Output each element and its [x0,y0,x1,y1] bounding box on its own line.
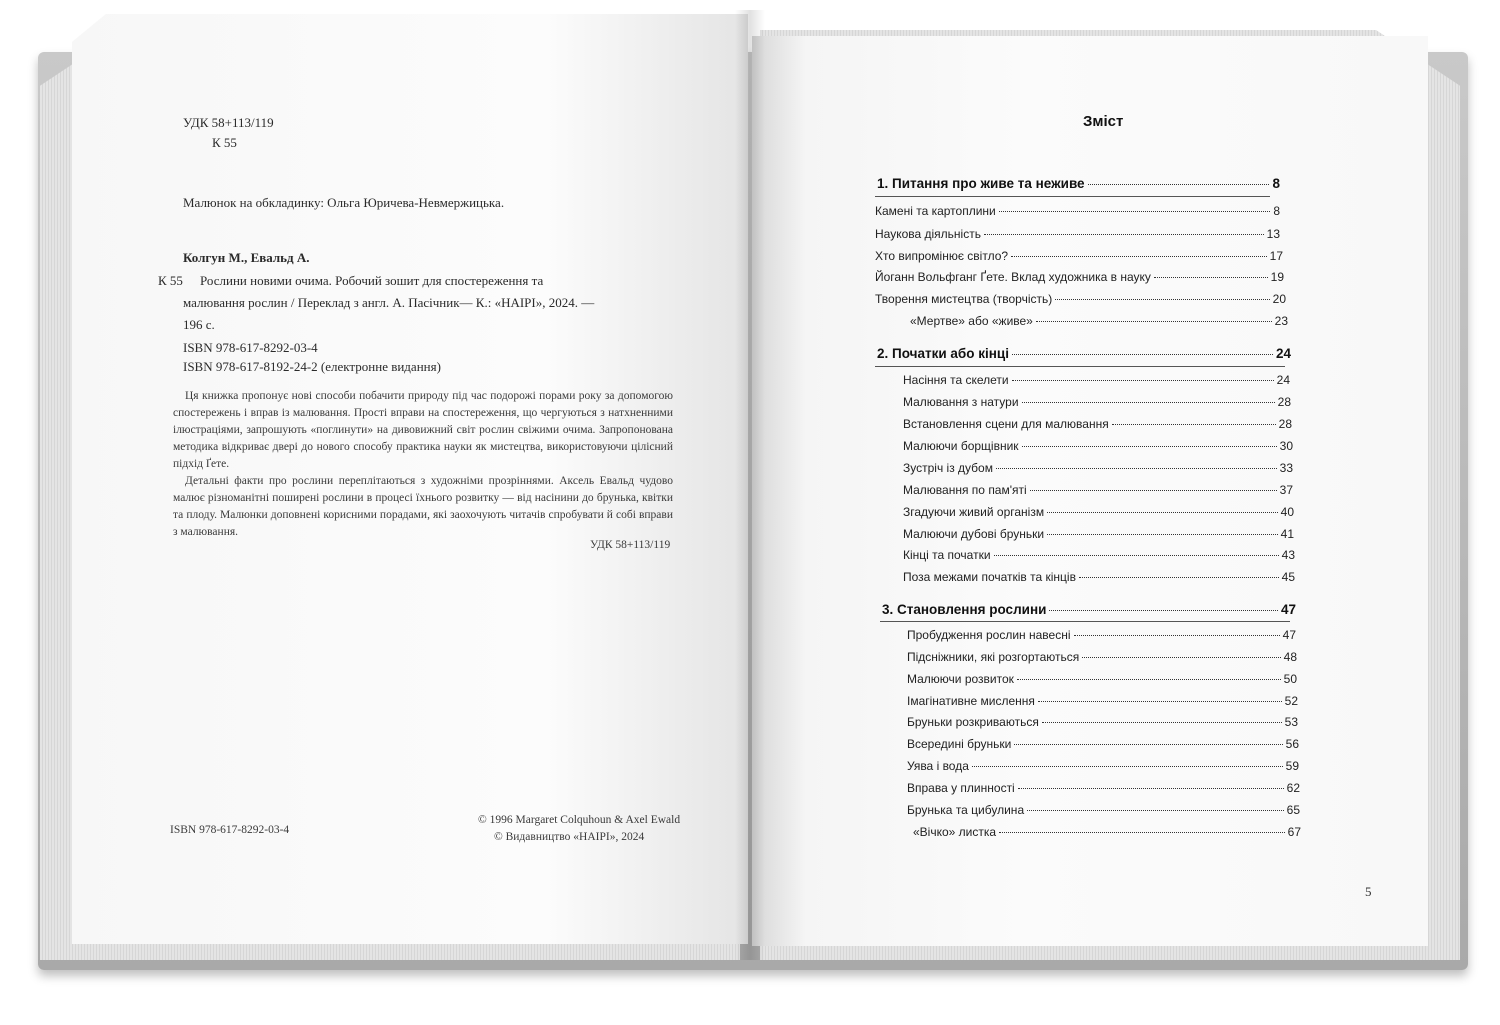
toc-section-3[interactable]: 3. Становлення рослини 47 [882,602,1296,617]
author-mark: К 55 [212,135,237,150]
toc-entry[interactable]: Імагінативне мислення 52 [907,694,1298,708]
toc-entry[interactable]: Поза межами початків та кінців 45 [903,570,1295,584]
book-gutter [735,10,765,960]
toc-entry[interactable]: Творення мистецтва (творчість) 20 [875,292,1286,306]
toc-entry[interactable]: Малювання по пам'яті 37 [903,483,1293,497]
copyright-authors: © 1996 Margaret Colquhoun & Axel Ewald [478,814,681,826]
toc-entry[interactable]: Вправа у плинності 62 [907,781,1300,795]
toc-entry[interactable]: Наукова діяльність 13 [875,227,1280,241]
toc-entry[interactable]: Підсніжники, які розгортаються 48 [907,650,1297,664]
author-mark-2: К 55 [158,273,183,288]
toc-entry[interactable]: Малюючи дубові бруньки 41 [903,527,1294,541]
udk-bottom: УДК 58+113/119 [590,539,671,551]
toc-entry[interactable]: Насіння та скелети 24 [903,373,1290,387]
isbn-footer: ISBN 978-617-8292-03-4 [170,824,290,836]
copyright-publisher: © Видавництво «НАІРІ», 2024 [494,831,645,843]
toc-entry[interactable]: Малювання з натури 28 [903,395,1291,409]
page-number: 5 [1365,884,1372,899]
annotation-paragraph-2: Детальні факти про рослини переплітаються з художніми прозріннями. Аксель Евальд чудово малює різноманітні поширені рослини в процесі їхнього розвитку — від насінини до брунька, квітки та плоду. Малюнки доповнені корисними порадами, які заохочують читачів спробувати й собі вправи з малювання. [173,475,673,538]
cover-credit: Малюнок на обкладинку: Ольга Юричева-Невмержицька. [183,195,505,210]
section-divider [875,196,1270,197]
authors: Колгун М., Евальд А. [183,250,310,265]
toc-entry[interactable]: Малюючи борщівник 30 [903,439,1293,453]
biblio-line-2: малювання рослин / Переклад з англ. А. Пасічник— К.: «НАІРІ», 2024. — [183,295,595,310]
section-divider [880,621,1290,622]
isbn-print: ISBN 978-617-8292-03-4 [183,340,318,355]
udk-code: УДК 58+113/119 [183,115,274,130]
biblio-line-3: 196 с. [183,317,215,332]
toc-entry[interactable]: Згадуючи живий організм 40 [903,505,1294,519]
isbn-electronic: ISBN 978-617-8192-24-2 (електронне видання) [183,359,441,374]
toc-section-2[interactable]: 2. Початки або кінці 24 [877,346,1291,361]
toc-entry[interactable]: «Вічко» листка 67 [913,825,1301,839]
toc-entry[interactable]: Малюючи розвиток 50 [907,672,1297,686]
section-divider [875,366,1285,367]
toc-entry[interactable]: Всередині бруньки 56 [907,737,1299,751]
toc-title: Зміст [1083,113,1124,130]
toc-entry[interactable]: Уява і вода 59 [907,759,1299,773]
toc-section-1[interactable] [877,176,1280,191]
toc-section-title: 1. Питання про живе та неживе [877,176,1085,191]
toc-entry[interactable]: Камені та картоплини 8 [875,204,1280,218]
toc-entry[interactable]: Пробудження рослин навесні 47 [907,628,1296,642]
toc-entry[interactable]: Кінці та початки 43 [903,548,1295,562]
toc-entry[interactable]: Зустріч із дубом 33 [903,461,1293,475]
biblio-line-1: Рослини новими очима. Робочий зошит для спостереження та [200,273,544,288]
toc-entry[interactable]: Встановлення сцени для малювання 28 [903,417,1292,431]
toc-entry[interactable]: Бруньки розкриваються 53 [907,715,1298,729]
annotation-paragraph-1: Ця книжка пропонує нові способи побачити природу під час подорожі порами року за допомогою спостережень і вправ із малювання. Прості вправи на спостереження, що чергуються з натхненними ілюстраціями, запрошують «поглинути» на дивовижний світ рослин свіжими очима. Запропонована методика відкриває двері до нового способу практика науки як мистецтва, використовуючи цілісний підхід Ґете. [173,390,673,470]
toc-entry[interactable]: «Мертве» або «живе» 23 [910,314,1288,328]
toc-page-number: 8 [1272,176,1280,191]
toc-entry[interactable]: Йоганн Вольфганг Ґете. Вклад художника в науку 19 [875,270,1284,284]
toc-entry[interactable]: Брунька та цибулина 65 [907,803,1300,817]
toc-entry[interactable]: Хто випромінює світло? 17 [875,249,1283,263]
